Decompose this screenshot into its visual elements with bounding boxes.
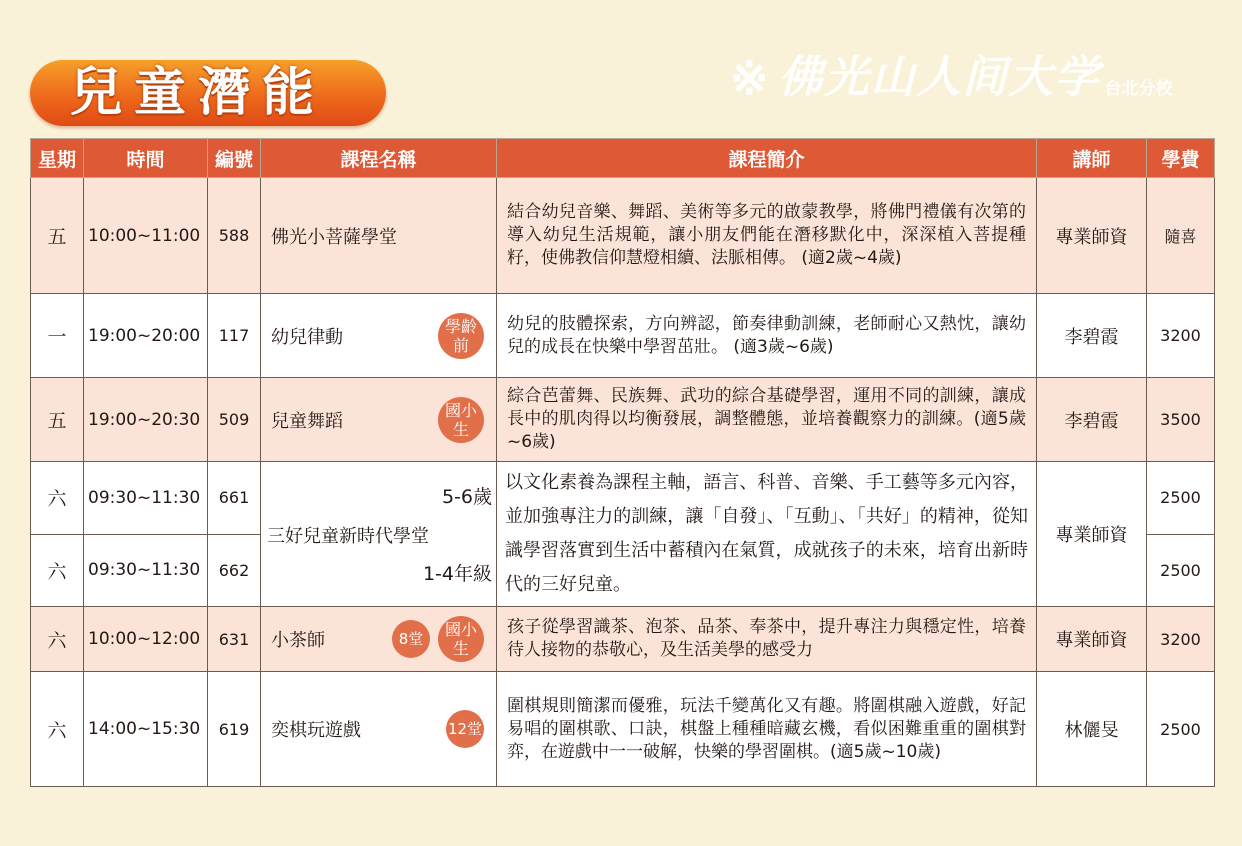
brand-name: 佛光山人间大学 [778,52,1101,103]
cell-day: 六 [31,672,84,787]
cell-teacher: 專業師資 [1037,462,1147,607]
cell-day: 五 [31,178,84,294]
table-row [31,672,1215,787]
level-badge: 國小生 [438,397,484,443]
cell-time: 19:00~20:00 [84,294,208,378]
course-name: 小茶師 [271,630,325,651]
col-header-code: 編號 [208,139,261,178]
table-row [31,607,1215,672]
course-name: 奕棋玩遊戲 [271,720,361,741]
cell-teacher: 李碧霞 [1037,294,1147,378]
cell-day: 六 [31,462,84,535]
cell-desc: 以文化素養為課程主軸，語言、科普、音樂、手工藝等多元內容，並加強專注力的訓練，讓「自發」、「互動」、「共好」的精神，從知識學習落實到生活中蓄積內在氣質，成就孩子的未來，培育出新時代的三好兒童。 [497,462,1037,607]
cell-desc: 孩子從學習識茶、泡茶、品茶、奉茶中，提升專注力與穩定性，培養待人接物的恭敬心，及生活美學的感受力 [497,607,1037,672]
level-badge: 國小生 [438,616,484,662]
cell-time: 10:00~11:00 [84,178,208,294]
table-row [31,294,1215,378]
cell-fee: 2500 [1147,534,1215,607]
course-name: 兒童舞蹈 [271,410,343,432]
cell-time: 09:30~11:30 [84,462,208,535]
cell-time: 14:00~15:30 [84,672,208,787]
cell-code: 619 [208,672,261,787]
sessions-badge: 8堂 [392,620,430,658]
cell-name-merged [261,462,497,607]
cell-code: 631 [208,607,261,672]
cell-time: 19:00~20:30 [84,378,208,462]
cell-time: 10:00~12:00 [84,607,208,672]
col-header-name: 課程名稱 [261,139,497,178]
cell-teacher: 李碧霞 [1037,378,1147,462]
cell-name: 佛光小菩薩學堂 [261,178,497,294]
cell-fee: 2500 [1147,462,1215,535]
cell-desc: 結合幼兒音樂、舞蹈、美術等多元的啟蒙教學，將佛門禮儀有次第的導入幼兒生活規範，讓小朋友們能在潛移默化中，深深植入菩提種籽，使佛教信仰慧燈相續、法脈相傳。 (適2歲~4歲) [497,178,1037,294]
cell-desc: 綜合芭蕾舞、民族舞、武功的綜合基礎學習，運用不同的訓練，讓成長中的肌肉得以均衡發展，調整體態，並培養觀察力的訓練。(適5歲~6歲) [497,378,1037,462]
cell-time: 09:30~11:30 [84,534,208,607]
level-badge: 學齡前 [438,313,484,359]
cell-fee: 3500 [1147,378,1215,462]
table-row [31,378,1215,462]
table-header-row [31,139,1215,178]
cell-code: 588 [208,178,261,294]
cell-day: 一 [31,294,84,378]
course-name: 三好兒童新時代學堂 [267,526,429,547]
cell-name [261,294,497,378]
age-range-label: 5-6歲 [441,486,492,508]
cell-name [261,378,497,462]
course-table [30,138,1215,787]
col-header-time: 時間 [84,139,208,178]
col-header-desc: 課程簡介 [497,139,1037,178]
brand-branch: 台北分校 [1104,79,1173,99]
cell-desc: 圍棋規則簡潔而優雅，玩法千變萬化又有趣。將圍棋融入遊戲，好記易唱的圍棋歌、口訣，棋盤上種種暗藏玄機，看似困難重重的圍棋對弈，在遊戲中一一破解，快樂的學習圍棋。(適5歲~10歲) [497,672,1037,787]
cell-name [261,672,497,787]
col-header-fee: 學費 [1147,139,1215,178]
cell-desc: 幼兒的肢體探索，方向辨認，節奏律動訓練，老師耐心又熱忱，讓幼兒的成長在快樂中學習茁壯。 (適3歲~6歲) [497,294,1037,378]
cell-name [261,607,497,672]
cell-code: 509 [208,378,261,462]
cell-day: 五 [31,378,84,462]
cell-code: 117 [208,294,261,378]
table-row [31,462,1215,535]
cell-teacher: 專業師資 [1037,607,1147,672]
course-name: 幼兒律動 [271,326,343,348]
cell-code: 661 [208,462,261,535]
cell-teacher: 林儷旻 [1037,672,1147,787]
col-header-teacher: 講師 [1037,139,1147,178]
sessions-badge: 12堂 [446,710,484,748]
page-title: 兒童潛能 [70,63,327,123]
cell-day: 六 [31,607,84,672]
cell-code: 662 [208,534,261,607]
lotus-logo-icon: ※ [730,51,769,105]
cell-teacher: 專業師資 [1037,178,1147,294]
cell-fee: 隨喜 [1147,178,1215,294]
table-row [31,178,1215,294]
cell-fee: 3200 [1147,607,1215,672]
col-header-day: 星期 [31,139,84,178]
grade-range-label: 1-4年級 [422,563,492,585]
cell-fee: 3200 [1147,294,1215,378]
cell-fee: 2500 [1147,672,1215,787]
cell-day: 六 [31,534,84,607]
brand-logo-group [730,48,1173,108]
